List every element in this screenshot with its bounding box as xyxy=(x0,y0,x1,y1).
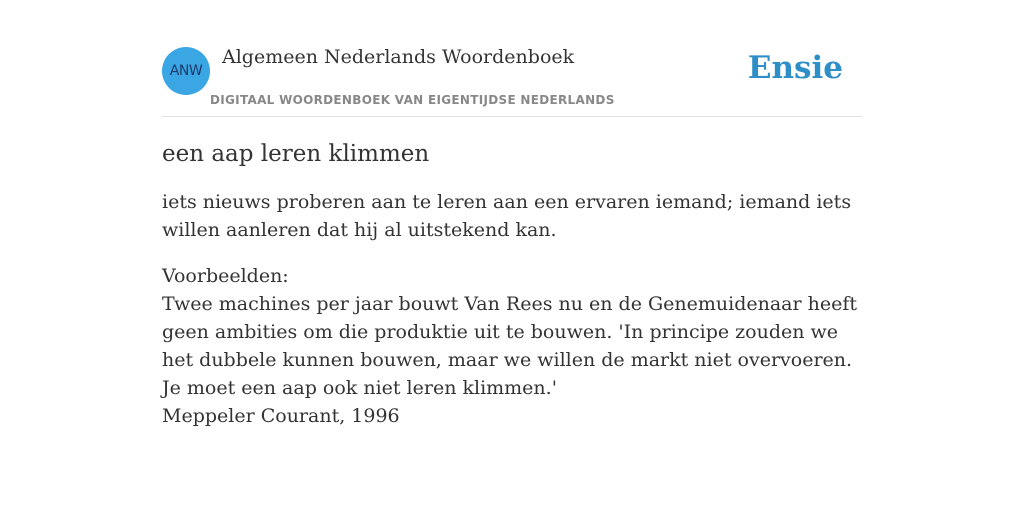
ensie-logo[interactable]: Ensie xyxy=(747,50,843,86)
headword: een aap leren klimmen xyxy=(162,141,430,167)
entry-content xyxy=(162,138,862,430)
anw-logo-text: ANW xyxy=(169,63,203,79)
dictionary-subtitle: DIGITAAL WOORDENBOEK VAN EIGENTIJDSE NEDERLANDS xyxy=(210,93,615,107)
example-text: Twee machines per jaar bouwt Van Rees nu en de Genemuidenaar heeft geen ambities om die produktie uit te bouwen. 'In principe zouden we het dubbele kunnen bouwen, maar we willen de markt niet overvoeren. Je moet een aap ook niet leren klimmen.' xyxy=(162,293,858,399)
definition: iets nieuws proberen aan te leren aan een ervaren iemand; iemand iets willen aanleren dat hij al uitstekend kan. xyxy=(162,191,852,241)
header xyxy=(162,40,862,117)
dictionary-title[interactable]: Algemeen Nederlands Woordenboek xyxy=(222,46,575,68)
example-source: Meppeler Courant, 1996 xyxy=(162,405,400,427)
examples-label: Voorbeelden: xyxy=(162,265,289,287)
anw-logo[interactable] xyxy=(162,47,210,95)
